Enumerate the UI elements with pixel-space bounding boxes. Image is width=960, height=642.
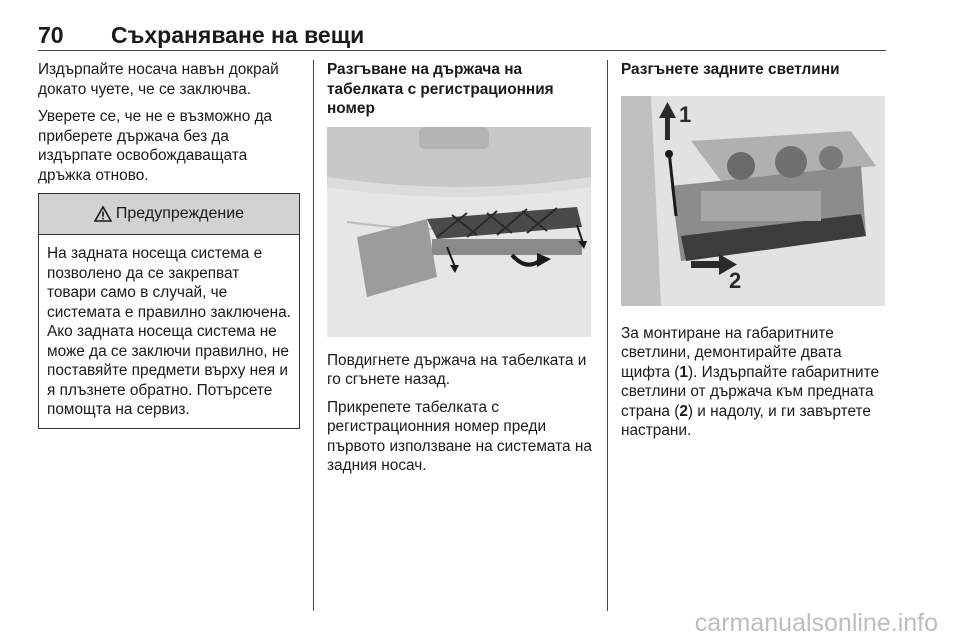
bold-ref: 2 <box>679 402 688 420</box>
text-run: ). Издърпайте габаритните светлини от държача към предната страна ( <box>621 363 880 420</box>
page-number: 70 <box>38 22 64 48</box>
paragraph <box>621 324 889 441</box>
figure-label-1: 1 <box>679 101 692 127</box>
section-heading: Разгъване на държача на табелката с регистрационния номер <box>327 61 554 117</box>
warning-title: Предупреждение <box>115 205 245 222</box>
figure-label-2: 2 <box>729 267 742 293</box>
rear-lights-figure <box>621 96 885 306</box>
column-divider <box>313 60 314 611</box>
paragraph: Издърпайте носача навън докрай докато чуете, че се заключва. <box>38 61 279 98</box>
license-plate-holder-figure <box>327 127 591 337</box>
paragraph: Повдигнете държача на табелката и го сгънете назад. <box>327 351 587 388</box>
license-plate-holder-illustration <box>327 127 591 337</box>
rear-lights-illustration <box>621 96 885 306</box>
warning-triangle-icon <box>94 206 112 222</box>
paragraph: Прикрепете табелката с регистрационния номер преди първото използване на системата на задния носач. <box>327 398 592 474</box>
page-title: Съхраняване на вещи <box>111 22 365 48</box>
column-divider <box>607 60 608 611</box>
text-run: За монтиране на габаритните светлини, демонтирайте двата щифта ( <box>621 324 842 381</box>
warning-header <box>39 194 299 235</box>
watermark: carmanualsonline.info <box>694 609 938 637</box>
page-header <box>38 22 886 51</box>
column-1 <box>38 60 300 429</box>
text-run: ) и надолу, и ги завъртете настрани. <box>621 402 871 439</box>
column-2 <box>327 60 595 484</box>
bold-ref: 1 <box>679 363 688 381</box>
column-3 <box>621 60 889 449</box>
warning-box <box>38 193 300 429</box>
paragraph: Уверете се, че не е възможно да приберете държача без да издърпате освобождаващата дръжка отново. <box>38 108 273 184</box>
warning-body <box>39 235 299 428</box>
warning-text: На задната носеща система е позволено да се закрепват товари само в случай, че системата е правилно заключена. Ако задната носеща система не може да се заключи правилно, не поставяйте предмети върху нея и я плъзнете обратно. Потърсете помощта на сервиз. <box>47 245 291 418</box>
section-heading: Разгънете задните светлини <box>621 61 840 78</box>
